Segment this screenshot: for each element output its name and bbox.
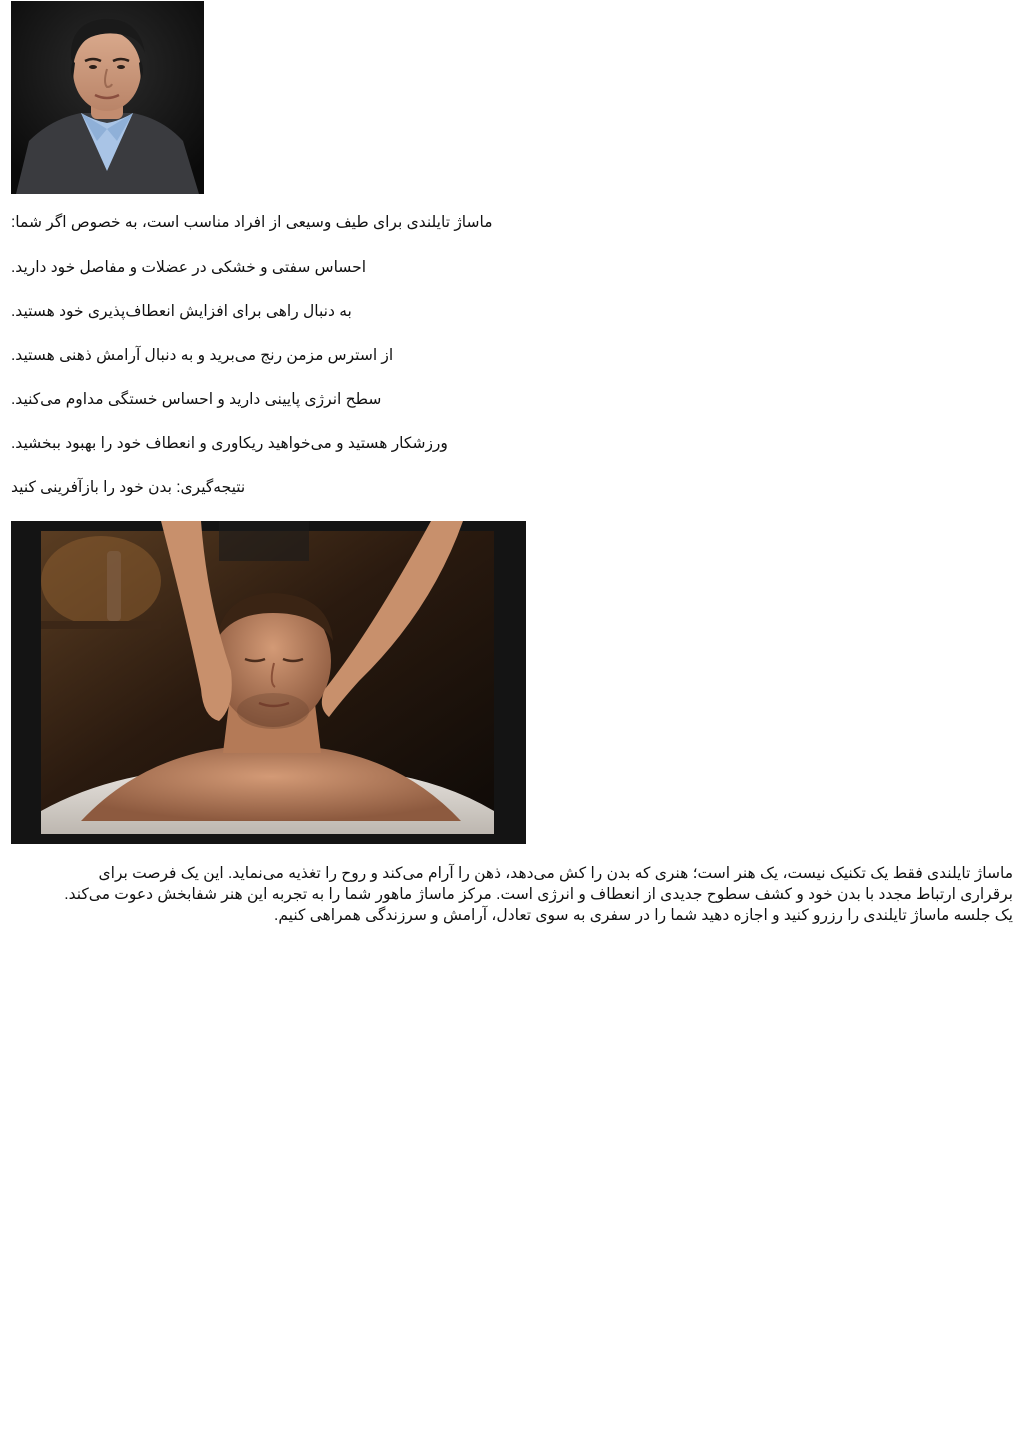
conclusion-paragraph	[11, 863, 1013, 926]
paragraph-line: ماساژ تایلندی فقط یک تکنیک نیست، یک هنر است؛ هنری که بدن را کش می‌دهد، ذهن را آرام می‌کند و روح را تغذیه می‌نماید. این یک فرصت برای	[98, 865, 1013, 882]
list-item: سطح انرژی پایینی دارید و احساس خستگی مداوم می‌کنید.	[11, 391, 382, 408]
conclusion-heading: نتیجه‌گیری: بدن خود را بازآفرینی کنید	[11, 479, 246, 496]
list-intro: ماساژ تایلندی برای طیف وسیعی از افراد مناسب است، به خصوص اگر شما:	[11, 214, 493, 231]
list-item: ورزشکار هستید و می‌خواهید ریکاوری و انعطاف خود را بهبود ببخشید.	[11, 435, 448, 452]
list-item: احساس سفتی و خشکی در عضلات و مفاصل خود دارید.	[11, 259, 367, 276]
portrait-illustration	[11, 1, 204, 194]
paragraph-line: برقراری ارتباط مجدد با بدن خود و کشف سطوح جدیدی از انعطاف و انرژی است. مرکز ماساژ ماهور شما را به تجربه این هنر شفابخش دعوت می‌کند.	[64, 886, 1013, 903]
thai-massage-photo	[11, 521, 526, 844]
list-item: از استرس مزمن رنج می‌برید و به دنبال آرامش ذهنی هستید.	[11, 347, 394, 364]
list-item: به دنبال راهی برای افزایش انعطاف‌پذیری خود هستید.	[11, 303, 352, 320]
massage-illustration	[11, 521, 526, 844]
author-portrait	[11, 1, 204, 194]
paragraph-line: یک جلسه ماساژ تایلندی را رزرو کنید و اجازه دهید شما را در سفری به سوی تعادل، آرامش و سرزندگی همراهی کنیم.	[274, 907, 1013, 924]
